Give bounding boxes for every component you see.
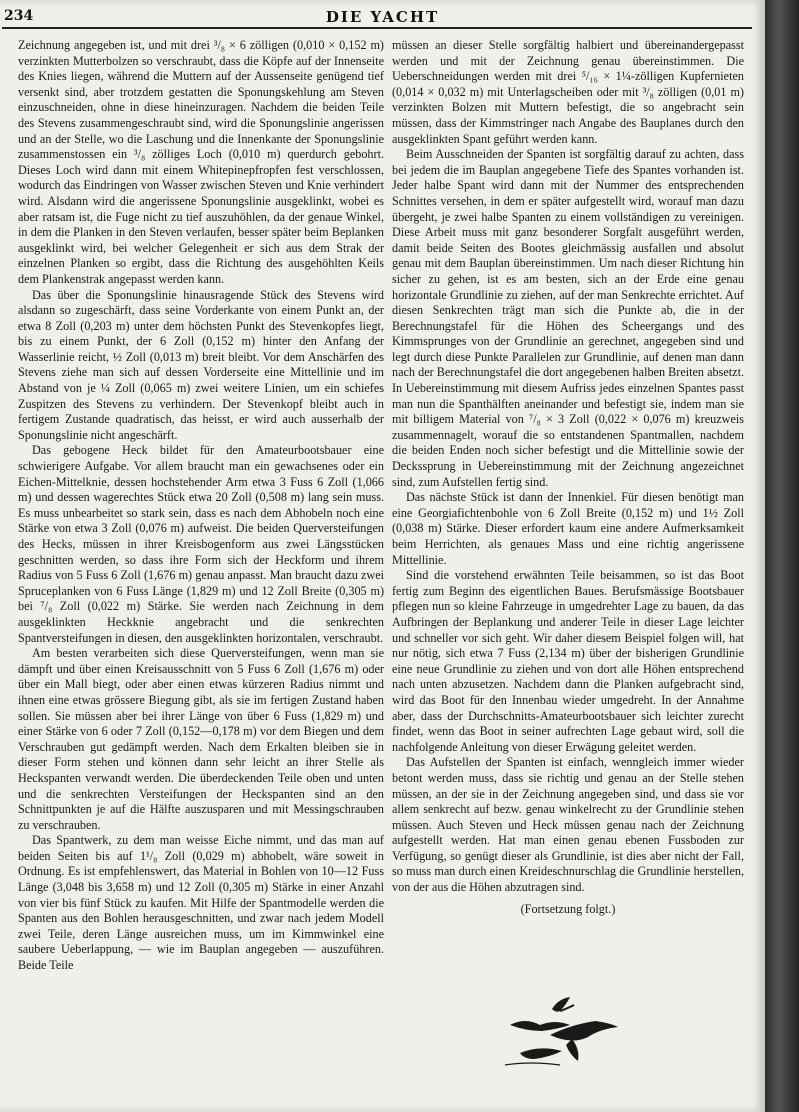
paragraph: Sind die vorstehend erwähnten Teile beisammen, so ist das Boot fertig zum Beginn des eigentlichen Baues. Berufsmässige Bootsbauer pflegen nun so kleine Fahrzeuge in umgedrehter Lage zu bauen, da das Aufbringen der Beplankung und anderer Teile in dieser Lage leichter und schneller vor sich geht. Wir daher diesem Beispiel folgen will, hat nur nötig, sich etwa 7 Fuss (2,134 m) über der bisherigen Grundlinie eine neue Grundlinie zu ziehen und von dort alle Höhen entsprechend nach unten abzusetzen. Nachdem dann die Planken aufgebracht sind, wird das Boot für den Innenbau wieder umgedreht. In der Annahme aber, dass der Durchschnitts-Amateurbootsbauer sich leichter zurecht findet, wenn das Boot in seiner aufrechten Lage gebaut wird, soll die nachfolgende Anleitung von dieser Erwägung geleitet werden.: [392, 568, 744, 754]
paragraph: Das nächste Stück ist dann der Innenkiel. Für diesen benötigt man eine Georgiafichtenbohle von 6 Zoll Breite (0,152 m) und 1½ Zoll (0,038 m) Stärke. Dieser erfordert kaum eine andere Aufmerksamkeit beim Herrichten, als genaues Mass und eine richtig angerissene Mittellinie.: [392, 490, 744, 567]
paragraph: Am besten verarbeiten sich diese Querversteifungen, wenn man sie dämpft und über einen Kreisausschnitt von 5 Fuss 6 Zoll (1,676 m) oder über ein Mall biegt, oder aber einen etwas kürzeren Radius nimmt und ihnen eine etwas grössere Biegung gibt, als sie im fertigen Zustand haben sollen. Sie müssen aber bei ihrer Länge von über 6 Fuss (1,829 m) und einer Stärke von 6 oder 7 Zoll (0,152—0,178 m) vor dem Biegen und dem Verschrauben gut gedämpft werden. Nach dem Erkalten bleiben sie in dieser Form stehen und können dann sehr leicht an ihrer Stelle als Heckspanten verwandt werden. Die überdeckenden Teile oben und unten und die senkrechten Versteifungen der Heckspanten sind an den Schnittpunkten je auf die Hälfte auszusparen und mit Messingschrauben zu verschrauben.: [18, 646, 384, 832]
journal-title: DIE YACHT: [325, 8, 440, 26]
continued-note: (Fortsetzung folgt.): [520, 901, 616, 916]
left-column: [18, 38, 384, 974]
header-rule: [2, 27, 752, 29]
paragraph: Das Aufstellen der Spanten ist einfach, wenngleich immer wieder betont werden muss, dass sie richtig und genau an der Stelle stehen müssen, an der sie in der Zeichnung angegeben sind, und dass sie vor allem senkrecht auf bezw. genau winkelrecht zu der Grundlinie stehen müssen. Auch Steven und Heck müssen genau nach der Zeichnung aufgestellt werden. Hat man einen genau ebenen Fussboden zur Verfügung, so genügt dieser als Grundlinie, ist dies aber nicht der Fall, so muss man durch einen Kreideschnurschlag die Grundlinie herstellen, von der aus die Höhen abzutragen sind.: [392, 755, 744, 895]
paragraph: müssen an dieser Stelle sorgfältig halbiert und übereinandergepasst werden und mit der Zeichnung genau übereinstimmen. Die Ueberschneidungen werden mit drei ⁵/₁₆ × 1¼-zölligen Kupfernieten (0,014 × 0,032 m) mit Unterlagscheiben oder mit ³/₈ zölligen (0,01 m) verzinkten Bolzen mit Muttern befestigt, die so angebracht sein müssen, dass der Kimmstringer nach Angabe des Bauplanes durch den ausgeklinkten Spant geführt werden kann.: [392, 38, 744, 146]
seagulls-icon: [500, 995, 620, 1070]
paragraph: Das gebogene Heck bildet für den Amateurbootsbauer eine schwierigere Aufgabe. Vor allem braucht man ein gewachsenes oder ein Eichen-Mittelknie, dessen hochstehender Arm etwa 3 Fuss 6 Zoll (1,066 m) und dessen wagerechtes Stück etwa 20 Zoll (0,508 m) lang sein muss. Es muss unbearbeitet so stark sein, dass es nach dem Abhobeln noch eine Stärke von etwa 3 Zoll (0,076 m) aufweist. Die beiden Querversteifungen des Hecks, müssen in ihrer Kreisbogenform aus zwei Längsstücken geschnitten werden, so dass ihre Form sich der Heckform und ihrem Radius von 5 Fuss 6 Zoll (1,676 m) genau anpasst. Man braucht dazu zwei Spruceplanken von 6 Fuss Länge (1,829 m) und 12 Zoll Breite (0,305 m) bei ⁷/₈ Zoll (0,022 m) Stärke. Sie werden nach Zeichnung in dem ausgeklinkten Heckknie angebracht und die senkrechten Spantversteifungen in diesen, den ausgeklinkten horizontalen, verschraubt.: [18, 443, 384, 645]
paragraph: Das Spantwerk, zu dem man weisse Eiche nimmt, und das man auf beiden Seiten bis auf 1¹/₈ Zoll (0,029 m) abhobelt, wäre soweit in Ordnung. Es ist empfehlenswert, das Material in Bohlen von 10—12 Fuss Länge (3,048 bis 3,658 m) und 12 Zoll (0,305 m) Stärke in einer Anzahl von vier bis fünf Stück zu kaufen. Mit Hilfe der Spantmodelle werden die Spanten aus den Bohlen herausgeschnitten, und zwar nach jedem Modell zwei Teile, deren Länge ausreichen muss, um im Kimmwinkel eine saubere Ueberlappung, — wie im Bauplan angegeben — auszuführen. Beide Teile: [18, 833, 384, 973]
paragraph: Zeichnung angegeben ist, und mit drei ³/₈ × 6 zölligen (0,010 × 0,152 m) verzinkten Mutterbolzen so verschraubt, dass die Köpfe auf der Innenseite des Knies liegen, während die Muttern auf der Aussenseite genügend tief versenkt sind, aber trotzdem gestatten die Sponungskehlung am Steven einzuschneiden, ohne in diese hineinzuragen. Nachdem die beiden Teile des Stevens zusammengeschraubt sind, wird die Sponungslinie angerissen und an der Stelle, wo die Laschung und die Innenkante der Sponungslinie zusammenstossen ein ³/₈ zölliges Loch (0,010 m) querdurch gebohrt. Dieses Loch wird dann mit einem Whitepinepfropfen fest verschlossen, wodurch das Eindringen von Wasser zwischen Steven und Knie verhindert wird. Alsdann wird die angerissene Sponungslinie ausgeklinkt, wobei es aber ratsam ist, die Fuge nicht zu tief auszuhöhlen, da der genaue Winkel, in dem die Planken in den Steven verlaufen, besser später beim Beplanken ausgeklinkt wird, bei welcher Gelegenheit er sich aus dem Strak der einzelnen Planken so ergibt, dass die Richtung des ausgehöhlten Keils dem Plankenstrak angepasst werden kann.: [18, 38, 384, 286]
paragraph: Das über die Sponungslinie hinausragende Stück des Stevens wird alsdann so zugeschärft, dass seine Vorderkante von einem Punkt an, der etwa 8 Zoll (0,203 m) unter dem höchsten Punkt des Stevenkopfes liegt, bis zu einem Punkt, der 6 Zoll (0,152 m) hinter den Anfang der Wasserlinie reicht, ½ Zoll (0,013 m) breit bleibt. Vor dem Anschärfen des Stevens ziehe man sich auf dessen Vorderseite eine Mittellinie und im Abstand von je ¼ Zoll (0,065 m) zwei weitere Linien, um ein schiefes Zuspitzen des Stevens zu verhindern. Der Stevenkopf bleibt auch in fertigem Zustande quadratisch, das heisst, er wird auch ausserhalb der Sponungslinie nicht angeschärft.: [18, 287, 384, 442]
page-edge-shadow: [765, 0, 799, 1112]
right-column: [392, 38, 744, 917]
page-number: 234: [4, 8, 34, 24]
paragraph: Beim Ausschneiden der Spanten ist sorgfältig darauf zu achten, dass bei jedem die im Bauplan angegebene Tiefe des Spantes vorhanden ist. Jeder halbe Spant wird dann mit der Nummer des entsprechenden Schnittes versehen, in dem er später aufgestellt wird, worauf man dazu übergeht, je zwei halbe Spanten zu einem vollständigen zu vereinigen. Diese Arbeit muss mit ganz besonderer Sorgfalt ausgeführt werden, damit beide Seiten des Bootes gleichmässig ausfallen und absolut genau mit dem Bauplan übereinstimmen. Um nach dieser Richtung hin sicher zu gehen, ist es am besten, sich an der Erde eine genau horizontale Grundlinie zu ziehen, auf der man Senkrechte errichtet. Auf diesen Senkrechten trägt man sich die Punkte ab, die in der Berechnungstafel für die Höhen des Scheergangs und des Kimmsprunges von der Grundlinie an gerechnet, angegeben sind und legt durch diese Punkte Parallelen zur Grundlinie, auf denen man dann nach der Berechnungstafel die dort angegebenen halben Breiten absetzt. In Uebereinstimmung mit diesem Aufriss jedes einzelnen Spantes passt man nun die Spanthälften aneinander und befestigt sie, indem man sie mit billigem Material von ⁷/₈ × 3 Zoll (0,022 × 0,076 m) kreuzweis zusammennagelt, worauf die so entstandenen Spantmallen, nachdem die beiden Enden noch sicher befestigt und die Mittellinie sowie der Deckssprung in Uebereinstimmung mit der Zeichnung angezeichnet sind, zum Aufstellen fertig sind.: [392, 147, 744, 489]
